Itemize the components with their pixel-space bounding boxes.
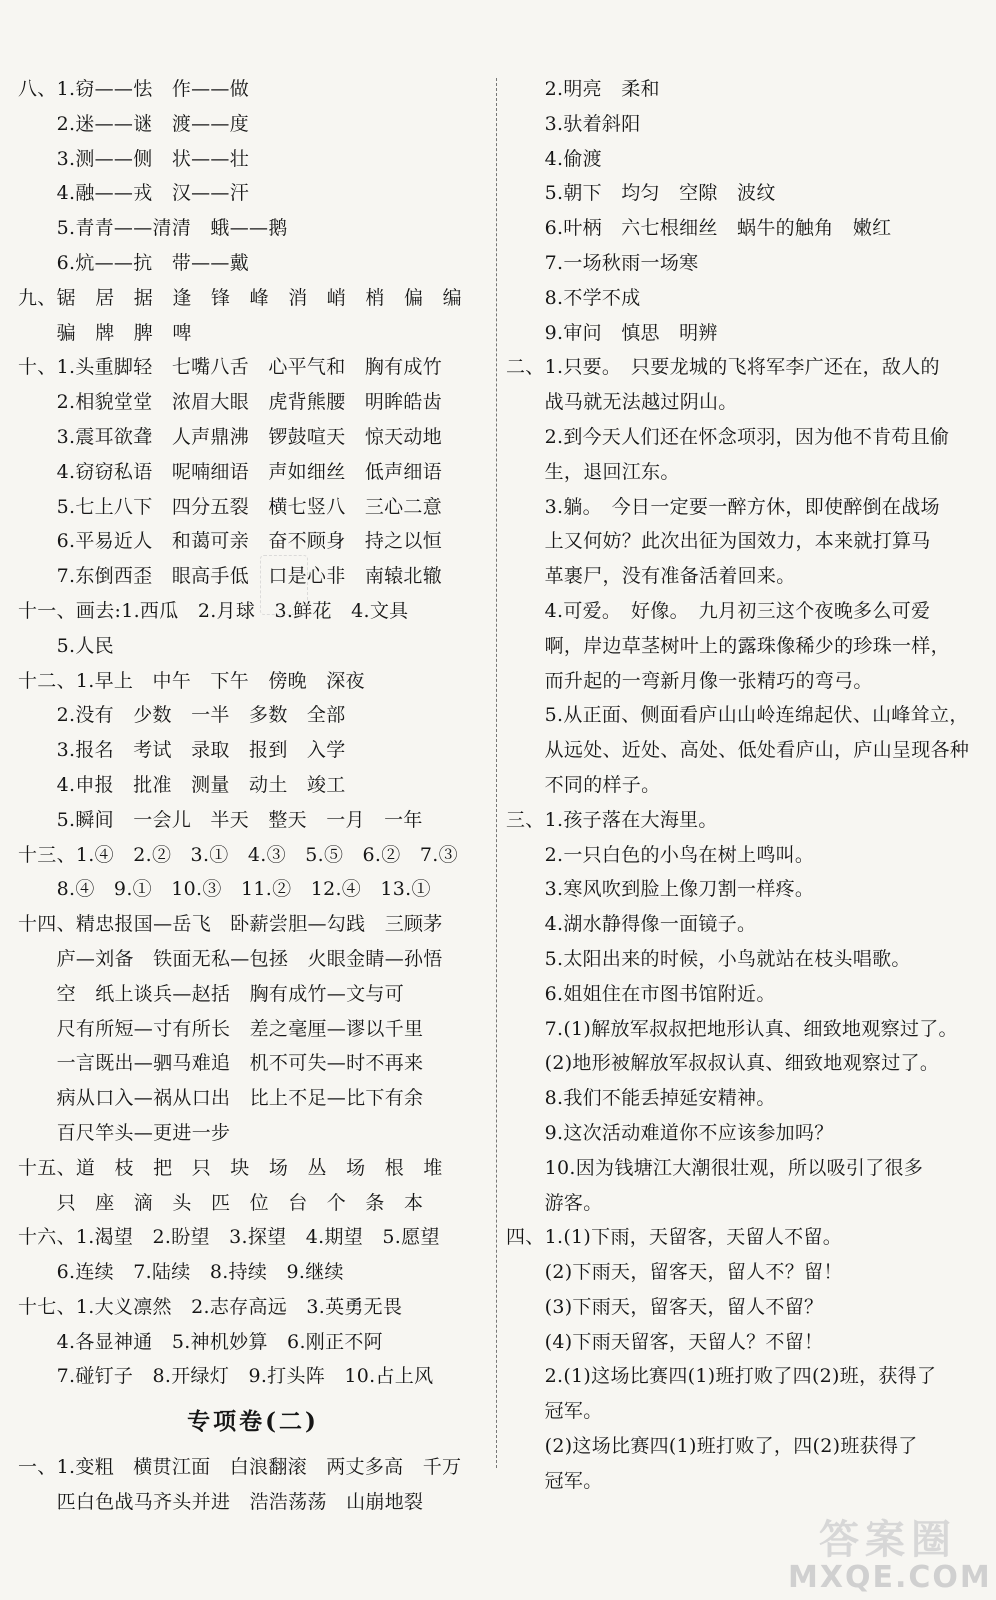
answer-line: 二、1.只要。 只要龙城的飞将军李广还在，敌人的 [506, 356, 940, 379]
answer-line: 2.没有 少数 一半 多数 全部 [18, 704, 346, 727]
answer-line: 2.(1)这场比赛四(1)班打败了四(2)班，获得了 [506, 1365, 937, 1388]
answer-line: 6.平易近人 和蔼可亲 奋不顾身 持之以恒 [18, 530, 443, 553]
answer-line: 四、1.(1)下雨，天留客，天留人不留。 [506, 1226, 843, 1249]
answer-line: (2)这场比赛四(1)班打败了，四(2)班获得了 [506, 1435, 918, 1458]
answer-line: (4)下雨天留客，天留人？不留！ [506, 1330, 824, 1353]
watermark-logo [788, 1517, 992, 1596]
answer-line: 8.不学不成 [506, 286, 641, 309]
answer-line: 十七、1.大义凛然 2.志存高远 3.英勇无畏 [18, 1295, 403, 1318]
answer-line: 8.我们不能丢掉延安精神。 [506, 1087, 776, 1110]
answer-line: 冠军。 [506, 1400, 603, 1423]
answer-line: 5.朝下 均匀 空隙 波纹 [506, 182, 776, 205]
answer-line: 3.报名 考试 录取 报到 入学 [18, 739, 346, 762]
answer-line: 5.从正面、侧面看庐山山岭连绵起伏、山峰耸立， [506, 704, 969, 727]
answer-line: 6.姐姐住在市图书馆附近。 [506, 982, 776, 1005]
answer-line: 空 纸上谈兵—赵括 胸有成竹—文与可 [18, 982, 405, 1005]
answer-line: 3.驮着斜阳 [506, 112, 641, 135]
answer-line: 八、1.窃——怯 作——做 [18, 78, 250, 100]
answer-line: 2.迷——谜 渡——度 [18, 112, 250, 135]
answer-line: 十二、1.早上 中午 下午 傍晚 深夜 [18, 669, 365, 692]
answer-line: 三、1.孩子落在大海里。 [506, 808, 718, 831]
answer-line: 5.太阳出来的时候，小鸟就站在枝头唱歌。 [506, 947, 911, 970]
left-column [18, 72, 488, 1520]
answer-line: 9.审问 慎思 明辨 [506, 321, 718, 344]
answer-line: 骗 牌 脾 啤 [18, 321, 192, 344]
watermark-en: MXQE.COM [788, 1560, 992, 1595]
column-divider [496, 78, 497, 1468]
answer-line: 十四、精忠报国—岳飞 卧薪尝胆—勾践 三顾茅 [18, 913, 443, 936]
answer-line: 3.躺。 今日一定要一醉方休，即使醉倒在战场 [506, 495, 940, 518]
answer-line: 从远处、近处、高处、低处看庐山，庐山呈现各种 [506, 739, 970, 762]
answer-line: 4.湖水静得像一面镜子。 [506, 913, 757, 936]
answer-line: 十、1.头重脚轻 七嘴八舌 心平气和 胸有成竹 [18, 356, 443, 379]
answer-line: 一、1.变粗 横贯江面 白浪翻滚 两丈多高 千万 [18, 1456, 462, 1479]
answer-line: 十五、道 枝 把 只 块 场 丛 场 根 堆 [18, 1156, 443, 1179]
answer-line: 4.各显神通 5.神机妙算 6.刚正不阿 [18, 1330, 383, 1353]
left-answer-lines-after [18, 1450, 488, 1520]
answer-line: 5.青青——清清 蛾——鹅 [18, 217, 288, 240]
answer-line: 3.寒风吹到脸上像刀割一样疼。 [506, 878, 815, 901]
answer-line: 啊，岸边草茎树叶上的露珠像稀少的珍珠一样， [506, 634, 950, 657]
answer-line: 7.一场秋雨一场寒 [506, 251, 699, 274]
answer-line: 不同的样子。 [506, 773, 661, 796]
answer-line: 6.炕——抗 带——戴 [18, 251, 250, 274]
answer-line: 生，退回江东。 [506, 460, 680, 483]
answer-line: 5.瞬间 一会儿 半天 整天 一月 一年 [18, 808, 423, 831]
answer-line: 病从口入—祸从口出 比上不足—比下有余 [18, 1087, 424, 1110]
right-column [506, 72, 982, 1499]
answer-line: 5.人民 [18, 634, 114, 657]
answer-line: 4.申报 批准 测量 动土 竣工 [18, 773, 346, 796]
right-answer-lines [506, 72, 982, 1499]
answer-line: (3)下雨天，留客天，留人不留？ [506, 1295, 824, 1318]
answer-line: 6.连续 7.陆续 8.持续 9.继续 [18, 1261, 344, 1284]
answer-line: 庐—刘备 铁面无私—包拯 火眼金睛—孙悟 [18, 947, 443, 970]
faint-stamp [260, 555, 308, 615]
answer-line: 百尺竿头—更进一步 [18, 1121, 231, 1144]
answer-line: 6.叶柄 六七根细丝 蜗牛的触角 嫩红 [506, 217, 892, 240]
answer-line: 5.七上八下 四分五裂 横七竖八 三心二意 [18, 495, 443, 518]
answer-line: 一言既出—驷马难追 机不可失—时不再来 [18, 1052, 424, 1075]
answer-line: (2)下雨天，留客天，留人不？留！ [506, 1261, 843, 1284]
answer-line: 十一、画去:1.西瓜 2.月球 3.鲜花 4.文具 [18, 599, 409, 622]
answer-line: 九、锯 居 据 逢 锋 峰 消 峭 梢 偏 编 [18, 286, 462, 309]
answer-line: 9.这次活动难道你不应该参加吗？ [506, 1121, 834, 1144]
answer-line: 尺有所短—寸有所长 差之毫厘—谬以千里 [18, 1017, 424, 1040]
answer-line: 2.明亮 柔和 [506, 78, 660, 100]
answer-line: 游客。 [506, 1191, 603, 1214]
answer-line: 而升起的一弯新月像一张精巧的弯弓。 [506, 669, 873, 692]
answer-line: 3.震耳欲聋 人声鼎沸 锣鼓喧天 惊天动地 [18, 425, 443, 448]
watermark-cn: 答案圈 [819, 1517, 957, 1563]
answer-line: 上又何妨？此次出征为国效力，本来就打算马 [506, 530, 931, 553]
answer-line: 3.测——侧 状——壮 [18, 147, 250, 170]
answer-line: 4.窃窃私语 呢喃细语 声如细丝 低声细语 [18, 460, 443, 483]
answer-line: 战马就无法越过阴山。 [506, 391, 738, 414]
answer-line: 2.到今天人们还在怀念项羽，因为他不肯苟且偷 [506, 425, 950, 448]
section-title: 专项卷(二) [187, 1408, 319, 1436]
answer-line: 匹白色战马齐头并进 浩浩荡荡 山崩地裂 [18, 1491, 424, 1514]
answer-line: 2.一只白色的小鸟在树上鸣叫。 [506, 843, 815, 866]
answer-line: 4.可爱。 好像。 九月初三这个夜晚多么可爱 [506, 599, 931, 622]
answer-line: 冠军。 [506, 1469, 603, 1492]
answer-line: 4.偷渡 [506, 147, 602, 170]
left-answer-lines [18, 72, 488, 1394]
answer-line: (2)地形被解放军叔叔认真、细致地观察过了。 [506, 1052, 940, 1075]
answer-line: 7.东倒西歪 眼高手低 口是心非 南辕北辙 [18, 565, 443, 588]
answer-line: 革裹尸，没有准备活着回来。 [506, 565, 796, 588]
answer-line: 只 座 滴 头 匹 位 台 个 条 本 [18, 1191, 424, 1214]
answer-line: 十三、1.④ 2.② 3.① 4.③ 5.⑤ 6.② 7.③ [18, 843, 458, 866]
answer-line: 7.碰钉子 8.开绿灯 9.打头阵 10.占上风 [18, 1365, 434, 1388]
answer-line: 7.(1)解放军叔叔把地形认真、细致地观察过了。 [506, 1017, 958, 1040]
answer-line: 十六、1.渴望 2.盼望 3.探望 4.期望 5.愿望 [18, 1226, 440, 1249]
answer-line: 2.相貌堂堂 浓眉大眼 虎背熊腰 明眸皓齿 [18, 391, 443, 414]
answer-line: 8.④ 9.① 10.③ 11.② 12.④ 13.① [18, 878, 431, 901]
answer-line: 10.因为钱塘江大潮很壮观，所以吸引了很多 [506, 1156, 924, 1179]
answer-line: 4.融——戎 汉——汗 [18, 182, 250, 205]
